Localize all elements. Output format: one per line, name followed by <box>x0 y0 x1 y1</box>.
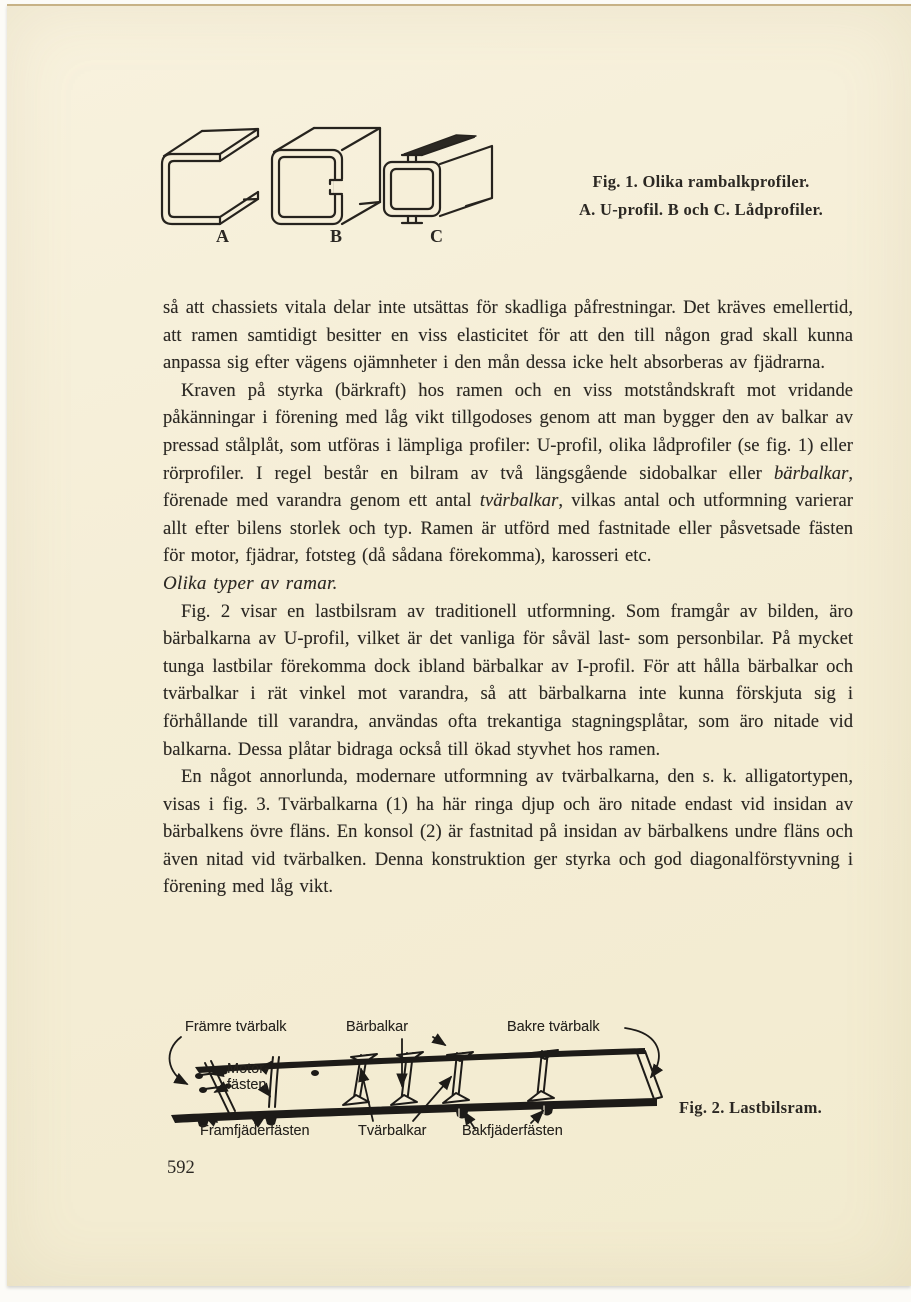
box-profile-c-drawing <box>384 135 492 223</box>
text-run: Fig. 2 visar en lastbilsram av traditionell utformning. Som framgår av bilden, äro bärbalkarna av U-profil, vilket är det vanliga för såväl last- som personbilar. På mycket tunga lastbilar förekomma dock ibland bärbalkar av I-profil. För att hålla bärbalkar och tvärbalkar i rät vinkel mot varandra, så att bärbalkarna inte kunna förskjuta sig i förhållande till varandra, användas ofta trekantiga stagningsplåtar, som äro nitade vid balkarna. Dessa plåtar bidraga också till ökad styvhet hos ramen. <box>163 600 853 760</box>
text-run: , förenade med varandra genom ett antal <box>163 462 853 512</box>
fig1-profile-drawings <box>148 120 508 256</box>
text-run: Kraven på styrka (bärkraft) hos ramen och en viss motståndskraft mot vridande påkänningar i förening med låg vikt tillgodoses genom att man bygger den av balkar av pressad stålplåt, som utföras i lämpliga profiler: U-profil, olika lådprofiler (se fig. 1) eller rörprofiler. I regel består en bilram av två längsgående sidobalkar eller <box>163 379 853 484</box>
fig1-drawing-art <box>148 120 508 256</box>
text-run: En något annorlunda, modernare utformning av tvärbalkarna, den s. k. alligatortypen, visas i fig. 3. Tvärbalkarna (1) ha här ringa djup och äro nitade endast vid insidan av bärbalkens övre fläns. En konsol (2) är fastnitad på insidan av bärbalkens undre fläns och även nitad vid tvärbalken. Denna konstruktion ger styrka och god diagonalförstyvning i förening med låg vikt. <box>163 766 853 898</box>
paragraph-1 <box>163 294 853 377</box>
emphasized-term: tvärbalkar <box>479 490 559 512</box>
fig2-label-rear-spring-mounts: Bakfjäderfästen <box>462 1123 563 1139</box>
fig2-label-side-members: Bärbalkar <box>346 1019 409 1035</box>
fig1-caption-line1: Fig. 1. Olika rambalkprofiler. <box>592 172 810 191</box>
fig2-label-engine-mounts-line1: Motor- <box>227 1061 269 1077</box>
text-run: , vilkas antal och utformning varierar allt efter bilens storlek och typ. Ramen är utförd med fastnitade eller påsvetsade fästen för motor, fjädrar, fotsteg (då sådana förekomma), karosseri etc. <box>163 490 853 567</box>
box-profile-b-drawing <box>272 128 380 224</box>
fig2-truck-frame-figure <box>165 1011 685 1161</box>
fig1-label-b: B <box>330 226 343 246</box>
page-number: 592 <box>167 1158 195 1178</box>
section-heading: Olika typer av ramar. <box>163 572 338 594</box>
fig2-label-front-crossmember: Främre tvärbalk <box>185 1019 287 1035</box>
fig1-label-a: A <box>216 226 229 246</box>
text-run: så att chassiets vitala delar inte utsättas för skadliga påfrestningar. Det kräves emellertid, att ramen samtidigt besitter en viss elasticitet för att den till någon grad skall kunna anpassa sig efter vägens ojämnheter i den mån dessa icke helt absorberas av fjädrarna. <box>163 297 853 374</box>
u-profile-a-drawing <box>162 129 258 224</box>
paragraph-2 <box>163 377 853 570</box>
paragraph-4 <box>163 763 853 901</box>
fig1-caption <box>545 168 857 224</box>
fig1-label-c: C <box>430 226 443 246</box>
book-page <box>7 4 911 1286</box>
fig2-label-engine-mounts-line2: fästen <box>227 1077 267 1093</box>
article-text <box>163 294 853 901</box>
fig2-label-rear-crossmember: Bakre tvärbalk <box>507 1019 600 1035</box>
emphasized-term: bärbalkar <box>773 462 849 484</box>
paragraph-3 <box>163 598 853 764</box>
fig1-caption-line2: A. U-profil. B och C. Lådprofiler. <box>578 200 824 219</box>
fig2-caption: Fig. 2. Lastbilsram. <box>679 1098 823 1117</box>
fig2-label-front-spring-mounts: Framfjäderfästen <box>200 1123 310 1139</box>
fig2-label-crossmembers: Tvärbalkar <box>358 1123 427 1139</box>
